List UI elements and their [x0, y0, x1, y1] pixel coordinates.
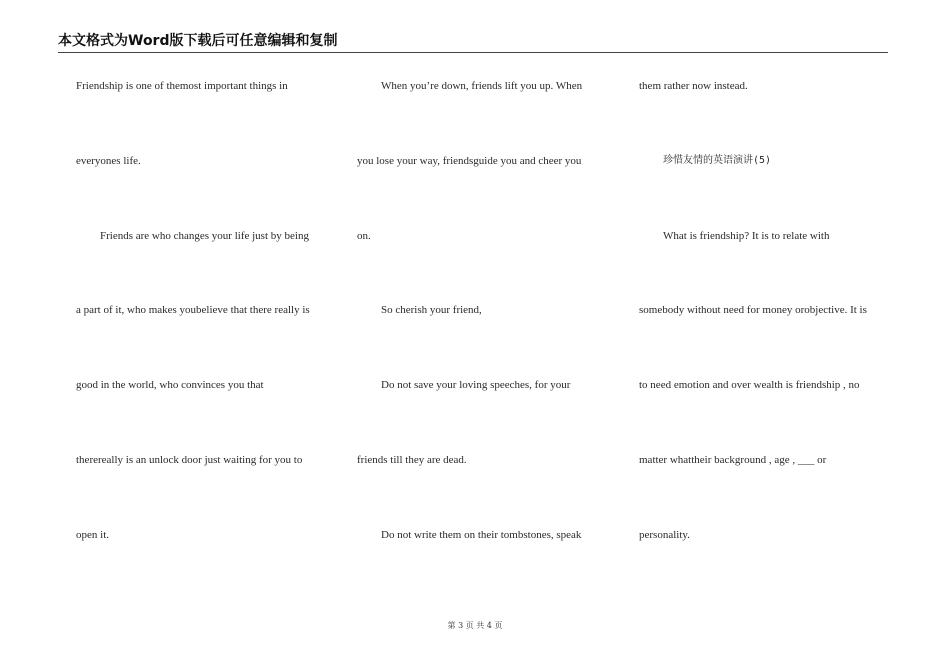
text-line: When you’re down, friends lift you up. When	[381, 80, 583, 92]
text-line: to need emotion and over wealth is friendship , no	[639, 379, 860, 391]
text-line: Do not save your loving speeches, for your	[381, 379, 571, 391]
text-line: Do not write them on their tombstones, speak	[381, 529, 582, 541]
column-2	[357, 0, 607, 672]
text-line: therereally is an unlock door just waiting for you to	[76, 454, 303, 466]
text-line: So cherish your friend,	[381, 304, 482, 316]
text-line: Friends are who changes your life just by being	[100, 230, 309, 242]
text-line: good in the world, who convinces you that	[76, 379, 264, 391]
column-3	[639, 0, 889, 672]
text-line: you lose your way, friendsguide you and cheer you	[357, 155, 582, 167]
text-line: somebody without need for money orobjective. It is	[639, 304, 867, 316]
header-title: 本文格式为Word版下载后可任意编辑和复制	[58, 33, 338, 49]
text-line: on.	[357, 230, 371, 242]
text-line: Friendship is one of themost important things in	[76, 80, 288, 92]
text-line: personality.	[639, 529, 690, 541]
text-line: them rather now instead.	[639, 80, 748, 92]
text-line: matter whattheir background , age , ___ or	[639, 454, 827, 466]
section-heading: 珍惜友情的英语演讲(5)	[663, 155, 772, 166]
text-line: a part of it, who makes youbelieve that there really is	[76, 304, 310, 316]
text-line: What is friendship? It is to relate with	[663, 230, 830, 242]
text-line: everyones life.	[76, 155, 141, 167]
page-number: 第 3 页 共 4 页	[447, 621, 503, 630]
text-line: open it.	[76, 529, 109, 541]
column-1	[76, 0, 326, 672]
text-line: friends till they are dead.	[357, 454, 467, 466]
